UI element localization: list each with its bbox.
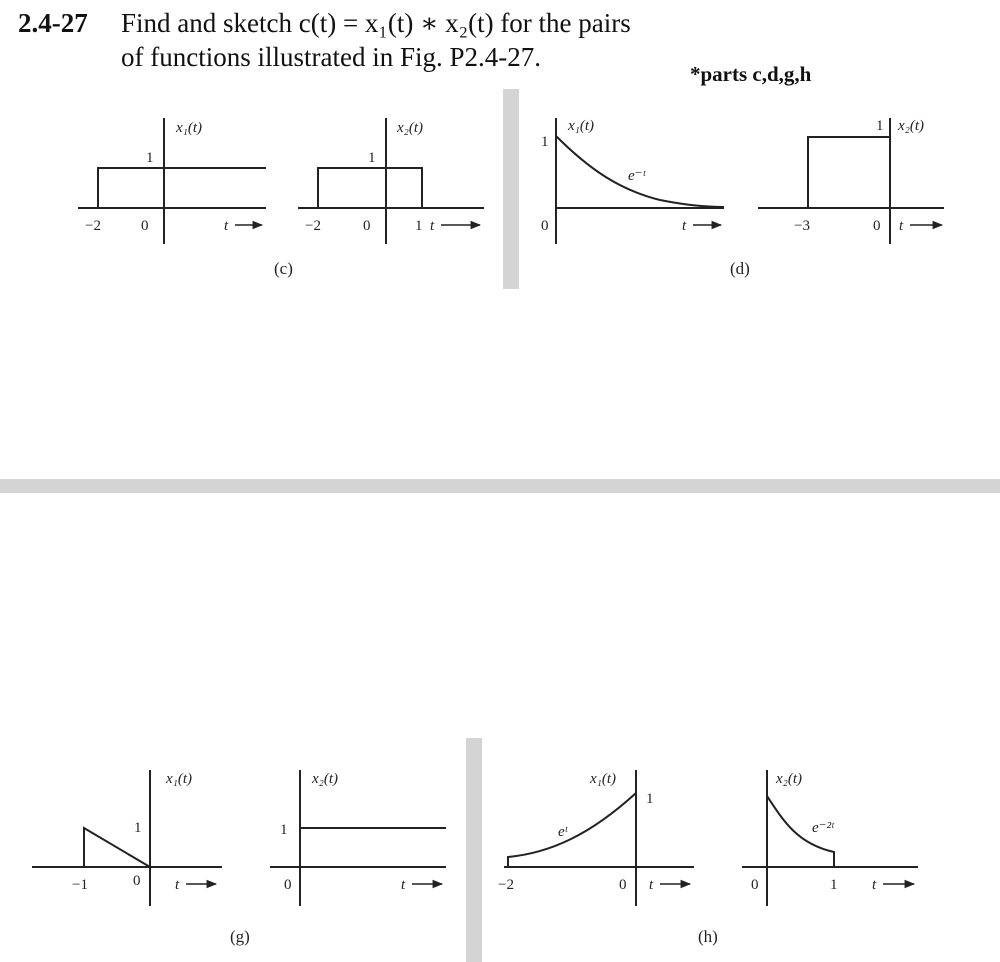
fig-g-x1-height-label: 1 (134, 820, 142, 836)
fig-c-x2-tick-0: 0 (363, 218, 371, 234)
fig-c-x2-tick-1: 1 (415, 218, 423, 234)
fig-d-caption: (d) (730, 259, 750, 278)
fig-h-x2-label: x₂(t) (776, 771, 803, 787)
problem-text-line-2: of functions illustrated in Fig. P2.4-27. (121, 42, 541, 72)
fig-g-x1-label: x₁(t) (166, 771, 193, 787)
fig-h-x1-plot (504, 770, 694, 906)
fig-g-x2-step-signal (300, 828, 446, 867)
fig-h-x1-height-label: 1 (646, 791, 654, 807)
fig-g-x1-t-label: t (175, 877, 180, 893)
fig-c-x1-label: x₁(t) (176, 120, 203, 136)
fig-d-x1-tick-0: 0 (541, 218, 549, 234)
problem-number: 2.4-27 (18, 8, 88, 38)
fig-d-x2-height-label: 1 (876, 118, 884, 134)
fig-c-x2-height-label: 1 (368, 150, 376, 166)
fig-d-x2-tick-0: 0 (873, 218, 881, 234)
fig-c-x2-pulse-signal (318, 168, 422, 208)
fig-c-x1-step-signal (98, 168, 266, 208)
fig-d-x1-label: x₁(t) (568, 118, 595, 134)
fig-c-x2-label: x₂(t) (397, 120, 424, 136)
fig-c-x1-tick-0: 0 (141, 218, 149, 234)
fig-d-x2-tick-minus3: −3 (794, 218, 810, 234)
fig-g-x2-plot (270, 770, 446, 906)
fig-d-x1-curve-label: e⁻ᵗ (628, 168, 646, 184)
fig-d-x1-t-label: t (682, 218, 687, 234)
fig-g-x2-tick-0: 0 (284, 877, 292, 893)
vertical-separator-bottom (466, 738, 482, 962)
fig-h-x2-t-label: t (872, 877, 877, 893)
fig-g-x1-plot (32, 770, 222, 906)
fig-h-x1-tick-0: 0 (619, 877, 627, 893)
fig-h-x2-curve-label: e⁻²ᵗ (812, 820, 834, 836)
fig-h-x1-t-label: t (649, 877, 654, 893)
fig-c-x1-height-label: 1 (146, 150, 154, 166)
fig-c-x1-t-label: t (224, 218, 229, 234)
fig-h-x1-curve-label: eᵗ (558, 824, 568, 840)
fig-c-x2-tick-minus2: −2 (305, 218, 321, 234)
fig-c-caption: (c) (274, 259, 293, 278)
fig-g-x2-label: x₂(t) (312, 771, 339, 787)
fig-h-x1-label: x₁(t) (590, 771, 617, 787)
fig-h-x2-tick-0: 0 (751, 877, 759, 893)
fig-g-caption: (g) (230, 927, 250, 946)
fig-g-x2-t-label: t (401, 877, 406, 893)
fig-g-x2-height-label: 1 (280, 822, 288, 838)
fig-h-caption: (h) (698, 927, 718, 946)
parts-note: *parts c,d,g,h (690, 62, 812, 86)
fig-d-x1-height-label: 1 (541, 134, 549, 150)
fig-d-x2-label: x₂(t) (898, 118, 925, 134)
fig-g-x1-tick-minus1: −1 (72, 877, 88, 893)
fig-c-x1-tick-minus2: −2 (85, 218, 101, 234)
fig-h-x1-tick-minus2: −2 (498, 877, 514, 893)
fig-h-x1-exp-growth-curve (508, 793, 636, 867)
fig-d-x2-t-label: t (899, 218, 904, 234)
fig-d-x2-pulse-signal (808, 137, 890, 208)
fig-c-x2-t-label: t (430, 218, 435, 234)
problem-text-line-1: Find and sketch c(t) = x₁(t) ∗ x₂(t) for the pairs (121, 8, 631, 38)
fig-h-x2-tick-1: 1 (830, 877, 838, 893)
vertical-separator-top (503, 89, 519, 289)
fig-g-x1-tick-0: 0 (133, 873, 141, 889)
